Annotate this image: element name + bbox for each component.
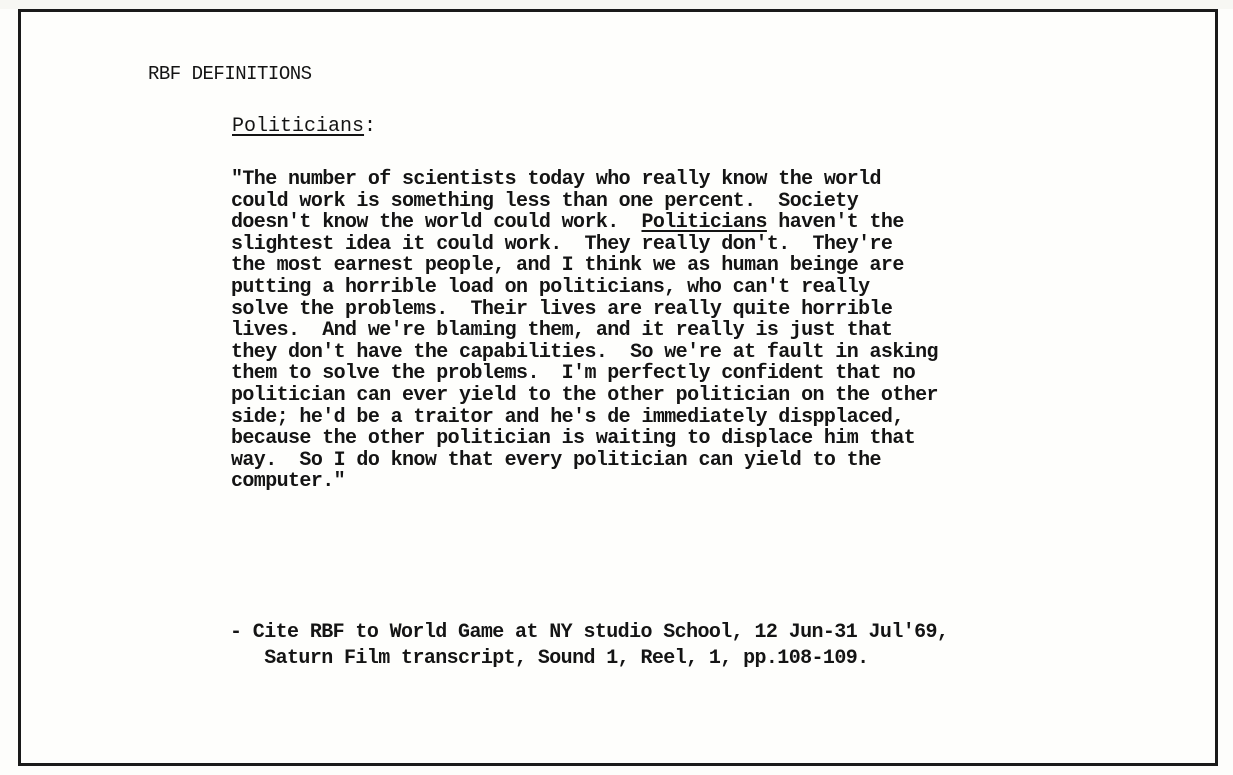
quote-line: side; he'd be a traitor and he's de immediately dispplaced,	[231, 405, 904, 429]
quote-line: because the other politician is waiting to displace him that	[231, 427, 916, 451]
quote-line: politician can ever yield to the other politician on the other	[231, 383, 938, 407]
term-heading	[232, 115, 376, 138]
definition-card	[18, 9, 1218, 766]
document-heading: RBF DEFINITIONS	[148, 63, 312, 85]
quote-line: doesn't know the world could work.	[231, 211, 642, 235]
quote-line: haven't the	[766, 211, 904, 235]
quote-line: lives. And we're blaming them, and it really is just that	[231, 319, 893, 343]
quote-line: slightest idea it could work. They really don't. They're	[231, 232, 893, 256]
citation-block	[230, 620, 948, 672]
term-label: Politicians	[232, 115, 365, 138]
quote-line: computer."	[231, 470, 346, 494]
quote-line: solve the problems. Their lives are really quite horrible	[231, 297, 893, 321]
quote-line: way. So I do know that every politician can yield to the	[231, 448, 881, 472]
quote-block	[231, 169, 938, 493]
quote-line: could work is something less than one percent. Society	[231, 189, 859, 213]
citation-line: Saturn Film transcript, Sound 1, Reel, 1, pp.108-109.	[264, 647, 869, 670]
page-top-edge	[0, 0, 1233, 9]
quote-underlined-word: Politicians	[641, 211, 767, 235]
quote-line: "The number of scientists today who really know the world	[231, 168, 881, 191]
citation-line: - Cite RBF to World Game at NY studio School, 12 Jun-31 Jul'69,	[230, 621, 949, 644]
term-colon: :	[364, 115, 377, 138]
quote-line: the most earnest people, and I think we as human beinge are	[231, 254, 904, 278]
quote-line: them to solve the problems. I'm perfectly confident that no	[231, 362, 916, 386]
quote-line: putting a horrible load on politicians, who can't really	[231, 275, 870, 299]
quote-line: they don't have the capabilities. So we're at fault in asking	[231, 340, 938, 364]
